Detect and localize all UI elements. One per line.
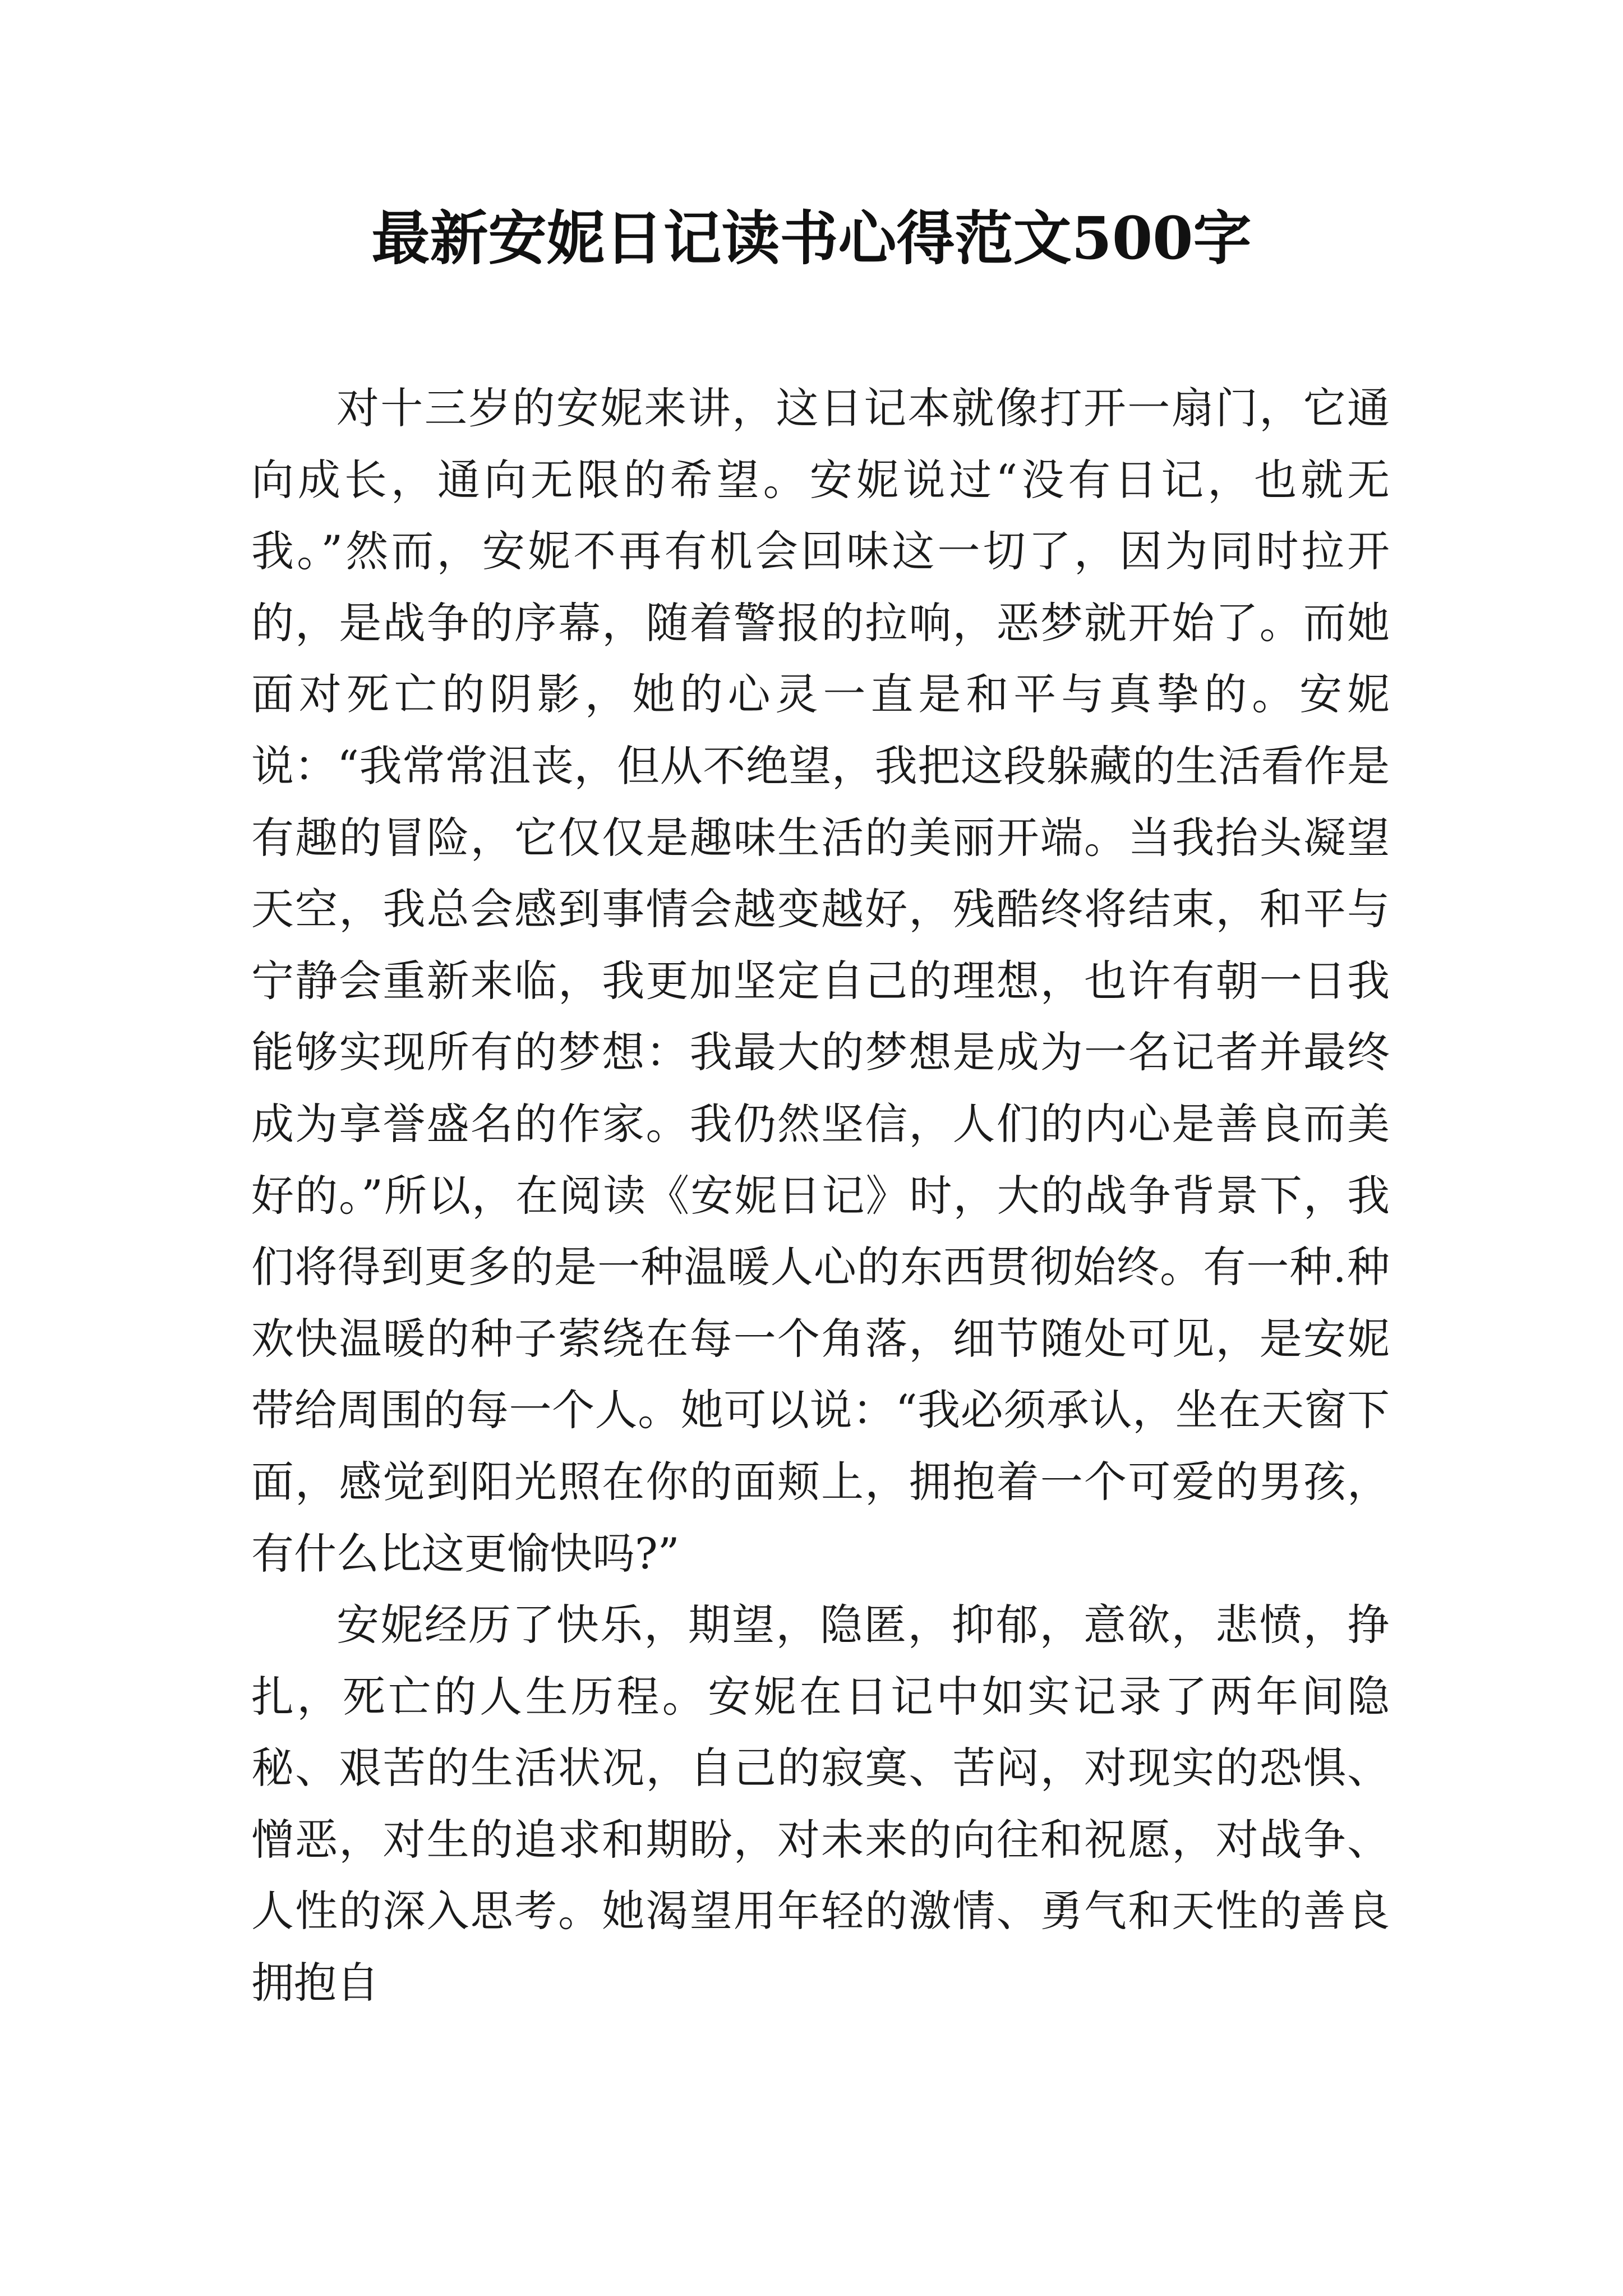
paragraph-2: 安妮经历了快乐，期望，隐匿，抑郁，意欲，悲愤，挣扎，死亡的人生历程。安妮在日记中如实记录了两年间隐秘、艰苦的生活状况，自己的寂寞、苦闷，对现实的恐惧、憎恶，对生的追求和期盼，对未来的向往和祝愿，对战争、人性的深入思考。她渴望用年轻的激情、勇气和天性的善良拥抱自	[251, 1600, 1390, 2008]
document-title: 最新安妮日记读书心得范文500字	[371, 204, 1252, 273]
document-body	[251, 372, 1390, 2019]
paragraph-1: 对十三岁的安妮来讲，这日记本就像打开一扇门，它通向成长，通向无限的希望。安妮说过“没有日记，也就无我。”然而，安妮不再有机会回味这一切了，因为同时拉开的，是战争的序幕，随着警报的拉响，恶梦就开始了。而她面对死亡的阴影，她的心灵一直是和平与真挚的。安妮说：“我常常沮丧，但从不绝望，我把这段躲藏的生活看作是有趣的冒险，它仅仅是趣味生活的美丽开端。当我抬头凝望天空，我总会感到事情会越变越好，残酷终将结束，和平与宁静会重新来临，我更加坚定自己的理想，也许有朝一日我能够实现所有的梦想：我最大的梦想是成为一名记者并最终成为享誉盛名的作家。我仍然坚信，人们的内心是善良而美好的。”所以，在阅读《安妮日记》时，大的战争背景下，我们将得到更多的是一种温暖人心的东西贯彻始终。有一种.种欢快温暖的种子萦绕在每一个角落，细节随处可见，是安妮带给周围的每一个人。她可以说：“我必须承认，坐在天窗下面，感觉到阳光照在你的面颊上，拥抱着一个可爱的男孩，有什么比这更愉快吗?”	[251, 383, 1390, 1579]
